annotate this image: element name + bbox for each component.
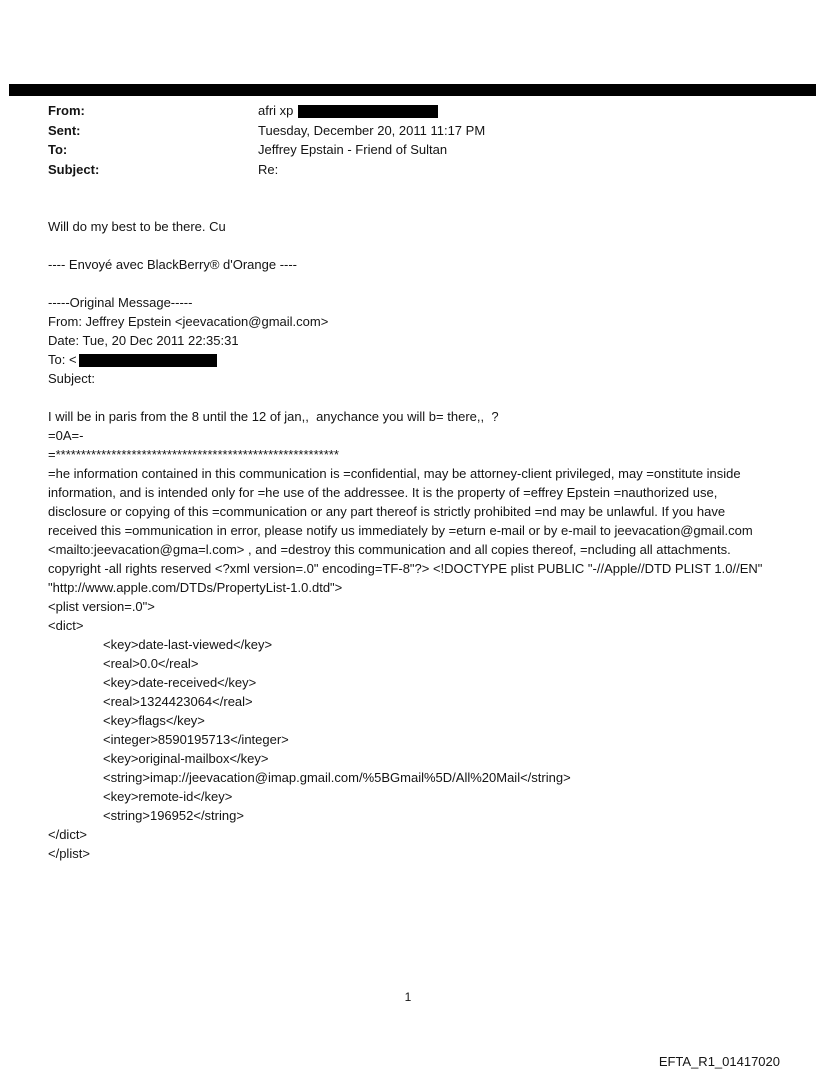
plist-entry: <real>0.0</real>	[103, 656, 199, 671]
redaction-box-from	[298, 105, 438, 118]
plist-entry: <integer>8590195713</integer>	[103, 732, 289, 747]
header-row-from	[48, 101, 778, 121]
asterisk-line: =********************************************************	[48, 447, 339, 462]
original-subject-line: Subject:	[48, 371, 95, 386]
original-from-line: From: Jeffrey Epstein <jeevacation@gmail.com>	[48, 314, 329, 329]
header-row-to	[48, 140, 778, 160]
email-header	[48, 101, 778, 179]
original-to-prefix: To: <	[48, 352, 77, 367]
plist-entry: <real>1324423064</real>	[103, 694, 253, 709]
blank-line	[48, 388, 772, 407]
plist-entry: <key>original-mailbox</key>	[103, 751, 269, 766]
to-value: Jeffrey Epstain - Friend of Sultan	[258, 142, 448, 157]
from-value-text: afri xp	[258, 103, 294, 118]
plist-entry: <key>flags</key>	[103, 713, 205, 728]
sent-via-line: ---- Envoyé avec BlackBerry® d'Orange ----	[48, 257, 298, 272]
from-value	[258, 101, 778, 121]
redaction-bar-top	[9, 84, 816, 96]
bates-number: EFTA_R1_01417020	[658, 1054, 780, 1069]
original-date-line: Date: Tue, 20 Dec 2011 22:35:31	[48, 333, 239, 348]
from-label: From:	[48, 103, 85, 118]
original-message-separator: -----Original Message-----	[48, 295, 193, 310]
plist-open: <plist version=.0">	[48, 599, 155, 614]
plist-entry: <string>imap://jeevacation@imap.gmail.com/%5BGmail%5D/All%20Mail</string>	[103, 770, 571, 785]
blank-line	[48, 236, 772, 255]
sent-value: Tuesday, December 20, 2011 11:17 PM	[258, 122, 486, 138]
subject-value: Re:	[258, 161, 279, 177]
plist-close: </plist>	[48, 846, 90, 861]
header-row-sent	[48, 121, 778, 141]
plist-entry: <key>remote-id</key>	[103, 789, 233, 804]
redaction-box-to	[79, 354, 217, 367]
plist-entry: <key>date-received</key>	[103, 675, 257, 690]
to-label: To:	[48, 142, 68, 157]
blank-line	[48, 274, 772, 293]
email-body	[48, 217, 772, 863]
encoded-line: =0A=-	[48, 428, 84, 443]
plist-dict-close: </dict>	[48, 827, 88, 842]
reply-text: Will do my best to be there. Cu	[48, 219, 226, 234]
message-text: I will be in paris from the 8 until the 12 of jan,, anychance you will b= there,, ?	[48, 409, 499, 424]
subject-label: Subject:	[48, 161, 100, 177]
plist-dict-open: <dict>	[48, 618, 84, 633]
plist-entry: <string>196952</string>	[103, 808, 244, 823]
plist-entry: <key>date-last-viewed</key>	[103, 637, 273, 652]
original-to-line	[48, 350, 772, 369]
header-row-subject	[48, 160, 778, 180]
disclaimer-text: =he information contained in this communication is =confidential, may be attorney-client privileged, may =onstitute inside information, and is intended only for =he use of the addressee. It is the property of =effrey Epstein =nauthorized use, disclosure or copying of this =communication or any part thereof is strictly prohibited =nd may be unlawful. If you have received this =ommunication in error, please notify us immediately by =eturn e-mail or by e-mail to jeevacation@gmail.com <mailto:jeevacation@gma=l.com> , and =destroy this communication and all copies thereof, =ncluding all attachments. copyright -all rights reserved <?xml version=.0" encoding=TF-8"?> <!DOCTYPE plist PUBLIC "-//Apple//DTD PLIST 1.0//EN" "http://www.apple.com/DTDs/PropertyList-1.0.dtd">	[48, 466, 766, 595]
sent-label: Sent:	[48, 122, 81, 138]
page-number: 1	[404, 990, 412, 1004]
